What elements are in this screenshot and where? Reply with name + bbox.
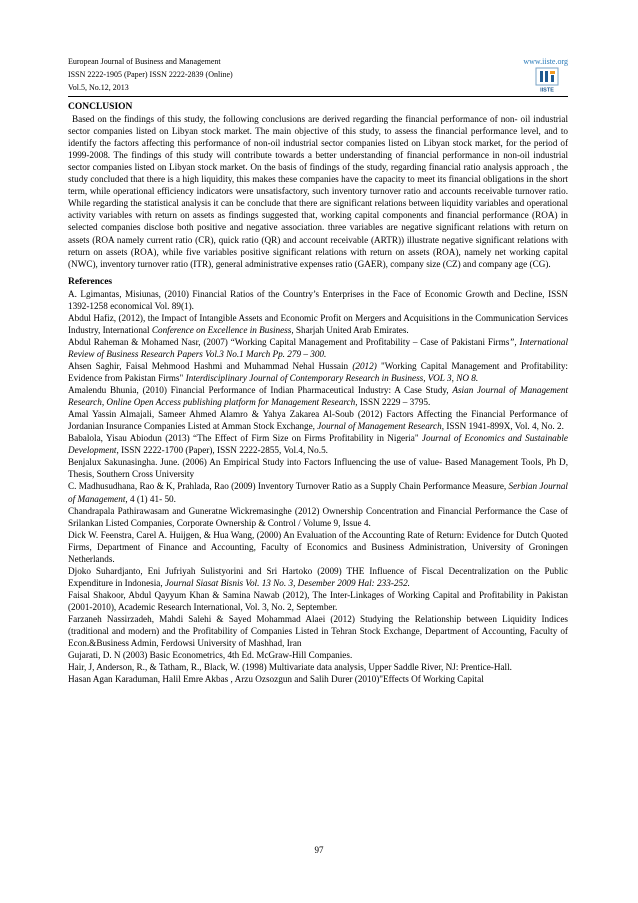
journal-name: European Journal of Business and Management (68, 57, 221, 66)
reference-item: Dick W. Feenstra, Carel A. Huijgen, & Hua Wang, (2000) An Evaluation of the Accounting Rate of Return: Evidence for Dutch Quoted Firms, Department of Finance and Accounting, Faculty of Economics and Business Administration, University of Groningen Netherlands. (68, 529, 568, 564)
header-divider (68, 96, 568, 97)
reference-item: A. Lgimantas, Misiunas, (2010) Financial Ratios of the Country’s Enterprises in the Face of Economic Growth and Decline, ISSN 1392-1258 economical Vol. 89(1). (68, 288, 568, 311)
reference-item: Abdul Hafiz, (2012), the Impact of Intangible Assets and Economic Profit on Mergers and Acquisitions in the Communication Services Industry, International Conference on Excellence in Business, Sharjah United Arab Emirates. (68, 312, 568, 335)
journal-issn: ISSN 2222-1905 (Paper) ISSN 2222-2839 (Online) (68, 70, 233, 79)
reference-item: Chandrapala Pathirawasam and Guneratne Wickremasinghe (2012) Ownership Concentration and Financial Performance the Case of Srilankan Listed Companies, Corporate Ownership & Control / Volume 9, Issue 4. (68, 505, 568, 528)
references-heading: References (68, 276, 113, 287)
logo-text: IISTE (540, 87, 554, 93)
references-list (68, 288, 568, 686)
reference-item: Amal Yassin Almajali, Sameer Ahmed Alamro & Yahya Zakarea Al-Soub (2012) Factors Affecting the Financial Performance of Jordanian Insurance Companies Listed at Amman Stock Exchange, Journal of Management Research, ISSN 1941-899X, Vol. 4, No. 2. (68, 409, 568, 432)
journal-info (68, 55, 233, 94)
reference-item: Farzaneh Nassirzadeh, Mahdi Salehi & Sayed Mohammad Alaei (2012) Studying the Relationship between Liquidity Indices (traditional and modern) and the Profitability of Companies Listed in Tehran Stock Exchange, Department of Accounting, Faculty of Econ.&Business Admin, Ferdowsi University of Mashhad, Iran (68, 613, 568, 649)
reference-item: Hair, J, Anderson, R., & Tatham, R., Black, W. (1998) Multivariate data analysis, Upper Saddle River, NJ: Prentice-Hall. (68, 662, 512, 673)
reference-item: Faisal Shakoor, Abdul Qayyum Khan & Samina Nawab (2012), The Inter-Linkages of Working Capital and Profitability in Pakistan (2001-2010), Academic Research International, Vol. 3, No. 2, September. (68, 589, 568, 612)
page-header (68, 55, 568, 95)
article-body (68, 101, 568, 685)
reference-item: Benjalux Sakunasingha. June. (2006) An Empirical Study into Factors Influencing the use of value- Based Management Tools, Ph D, Thesis, Southern Cross University (68, 457, 568, 480)
journal-volume: Vol.5, No.12, 2013 (68, 83, 129, 92)
reference-item: Amalendu Bhunia, (2010) Financial Performance of Indian Pharmaceutical Industry: A Case Study, Asian Journal of Management Research, Online Open Access publishing platform for Management Research, ISSN 2229 – 3795. (68, 385, 568, 408)
conclusion-heading: CONCLUSION (68, 102, 133, 112)
reference-item: Ahsen Saghir, Faisal Mehmood Hashmi and Muhammad Nehal Hussain (2012) "Working Capital Management and Profitability: Evidence from Pakistan Firms" Interdisciplinary Journal of Contemporary Research in Business, VOL 3, NO 8. (68, 360, 568, 384)
reference-item: C. Madhusudhana, Rao & K, Prahlada, Rao (2009) Inventory Turnover Ratio as a Supply Chain Performance Measure, Serbian Journal of Management, 4 (1) 41- 50. (68, 481, 568, 504)
conclusion-paragraph: Based on the findings of this study, the following conclusions are derived regarding the financial performance of non- oil industrial sector companies listed on Libyan stock market. The main objective of this study, to assess the financial performance level, and to identify the factors affecting this performance of non-oil industrial sector companies listed on Libyan stock market, for the period of 1999-2008. The findings of this study will contribute towards a better understanding of financial performance in non-oil industrial sector companies listed on Libyan stock market. On the basis of findings of the study, regarding financial ratio analysis approach , the study concluded that there is a high liquidity, this makes these companies have the capacity to meet its financial obligations in the short term, while operational efficiency indicators were unsatisfactory, such inventory turnover ratio and accounts receivable turnover ratio. While regarding the statistical analysis it can be conclude that there are significant relations between liquidity variables and operational activity variables with return on assets as findings suggested that, working capital components and financial performance (ROA) in selected companies disclose both positive and negative association. three variables are negative significant relations with return on assets (ROA namely current ratio (CR), quick ratio (QR) and account receivable (ARTR)) illustrate negative significant relations with return on assets (ROA), while five variables positive significant relations with return on assets (ROA), namely net working capital (NWC), inventory turnover ratio (ITR), general administrative expenses ratio (GAER), company size (CZ) and company age (CG). (68, 114, 568, 269)
reference-item: Gujarati, D. N (2003) Basic Econometrics, 4th Ed. McGraw-Hill Companies. (68, 650, 353, 661)
reference-item: Djoko Suhardjanto, Eni Jufriyah Sulistyorini and Sri Hartoko (2009) THE Influence of Fiscal Decentralization on the Public Expenditure in Indonesia, Journal Siasat Bisnis Vol. 13 No. 3, Desember 2009 Hal: 233-252. (68, 565, 568, 588)
reference-item: Babalola, Yisau Abiodun (2013) “The Effect of Firm Size on Firms Profitability in Nigeria" Journal of Economics and Sustainable Development, ISSN 2222-1700 (Paper), ISSN 2222-2855, Vol.4, No.5. (68, 433, 568, 456)
iiste-logo-icon (534, 67, 560, 93)
reference-item: Hasan Agan Karaduman, Halil Emre Akbas , Arzu Ozsozgun and Salih Durer (2010)"Effects Of Working Capital (68, 674, 484, 685)
reference-item: Abdul Raheman & Mohamed Nasr, (2007) “Working Capital Management and Profitability – Case of Pakistani Firms”, International Review of Business Research Papers Vol.3 No.1 March Pp. 279 – 300. (68, 336, 568, 359)
journal-url-link[interactable]: www.iiste.org (523, 57, 568, 66)
page-number: 97 (314, 845, 324, 855)
